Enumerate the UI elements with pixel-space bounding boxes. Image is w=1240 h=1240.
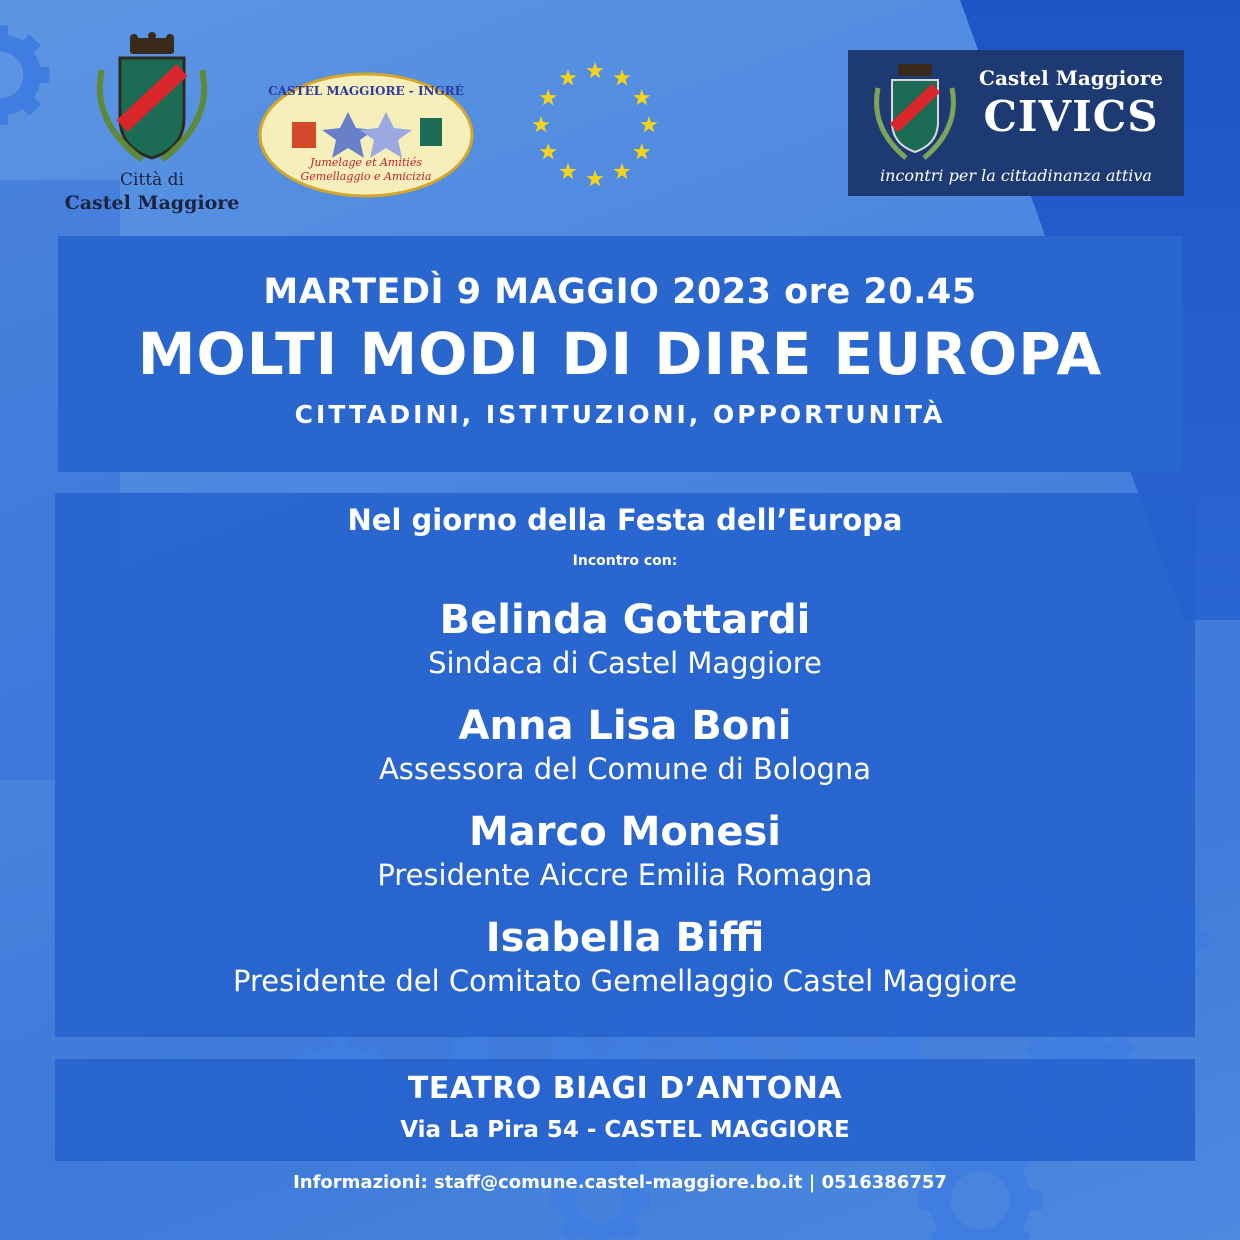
- eu-star-icon: [640, 116, 657, 132]
- speaker-name: Anna Lisa Boni: [458, 703, 792, 749]
- eu-star-icon: [540, 89, 557, 105]
- venue-name: TEATRO BIAGI D’ANTONA: [407, 1071, 843, 1106]
- event-title-box: [58, 236, 1182, 472]
- eu-star-icon: [613, 163, 630, 179]
- eu-stars-icon: [530, 60, 660, 190]
- venue-address: Via La Pira 54 - CASTEL MAGGIORE: [400, 1117, 850, 1143]
- eu-star-icon: [633, 143, 650, 159]
- event-title: MOLTI MODI DI DIRE EUROPA: [137, 320, 1103, 388]
- speaker-name: Marco Monesi: [468, 809, 782, 855]
- civics-crest-icon: [860, 58, 970, 168]
- civics-title: CIVICS: [983, 92, 1159, 141]
- citta-castel-maggiore-logo: [62, 30, 242, 220]
- civics-city-label: Castel Maggiore: [979, 66, 1163, 90]
- twinning-motto-fr: Jumelage et Amitiés: [310, 156, 422, 169]
- eu-star-icon: [633, 89, 650, 105]
- event-subtitle: CITTADINI, ISTITUZIONI, OPPORTUNITÀ: [294, 400, 946, 429]
- speaker-role: Presidente Aiccre Emilia Romagna: [377, 858, 873, 892]
- civics-tagline: incontri per la cittadinanza attiva: [880, 166, 1152, 185]
- eu-star-icon: [559, 163, 576, 179]
- speaker-item: [55, 807, 1195, 893]
- castel-maggiore-label: Castel Maggiore: [64, 192, 240, 214]
- speaker-role: Presidente del Comitato Gemellaggio Castel Maggiore: [233, 964, 1017, 998]
- eu-star-icon: [559, 69, 576, 85]
- speaker-role: Assessora del Comune di Bologna: [378, 752, 872, 786]
- festa-europa-heading: Nel giorno della Festa dell’Europa: [347, 503, 903, 537]
- info-contact: Informazioni: staff@comune.castel-maggiore.bo.it | 0516386757: [293, 1172, 947, 1193]
- incontro-label: Incontro con:: [572, 553, 678, 569]
- speaker-item: [55, 595, 1195, 681]
- speaker-item: [55, 913, 1195, 999]
- speakers-box: [55, 493, 1195, 1037]
- gemellaggio-logo: [258, 72, 474, 198]
- eu-star-icon: [613, 69, 630, 85]
- municipal-crest-icon: [62, 30, 242, 170]
- twinning-motto-it: Gemellaggio e Amicizia: [300, 170, 432, 183]
- civics-logo: [848, 50, 1184, 196]
- citta-label: Città di: [120, 170, 184, 190]
- eu-star-icon: [586, 62, 603, 78]
- venue-box: [55, 1059, 1195, 1161]
- speaker-role: Sindaca di Castel Maggiore: [428, 646, 822, 680]
- event-date: MARTEDÌ 9 MAGGIO 2023 ore 20.45: [263, 272, 977, 312]
- eu-star-icon: [532, 116, 549, 132]
- speaker-item: [55, 701, 1195, 787]
- eu-star-icon: [586, 170, 603, 186]
- twinning-title: CASTEL MAGGIORE - INGRÉ: [268, 84, 464, 98]
- speaker-name: Isabella Biffi: [485, 915, 765, 961]
- eu-star-icon: [540, 143, 557, 159]
- speaker-name: Belinda Gottardi: [439, 597, 811, 643]
